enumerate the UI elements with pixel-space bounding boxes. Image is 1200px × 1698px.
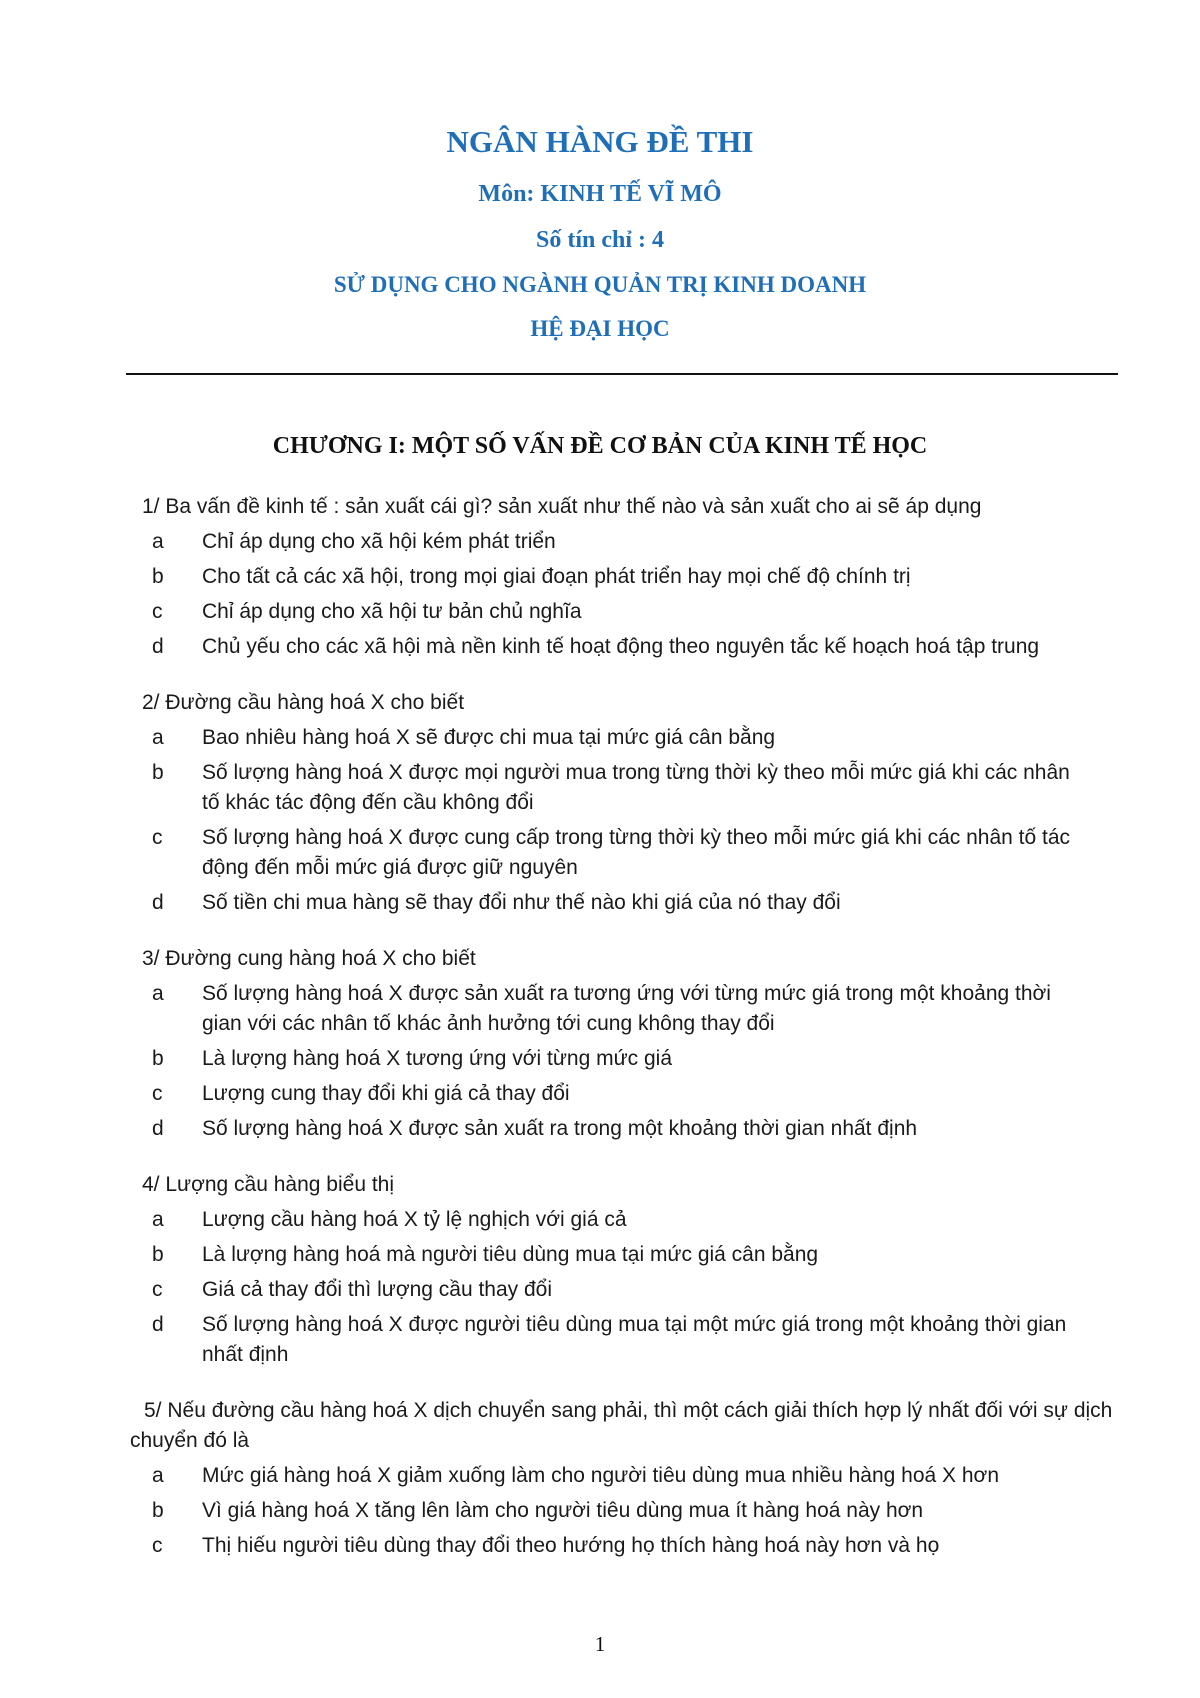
option-text: Giá cả thay đổi thì lượng cầu thay đổi — [202, 1278, 553, 1301]
option-letter: a — [152, 982, 164, 1005]
option-d — [0, 1114, 1200, 1144]
option-a — [0, 527, 1200, 557]
option-text: Chỉ áp dụng cho xã hội tư bản chủ nghĩa — [202, 600, 582, 623]
page-number: 1 — [594, 1632, 606, 1656]
option-text: Chủ yếu cho các xã hội mà nền kinh tế hoạt động theo nguyên tắc kế hoạch hoá tập trung — [202, 635, 1040, 658]
option-letter: b — [152, 1243, 164, 1266]
option-letter: c — [152, 1278, 163, 1301]
option-b — [0, 758, 1200, 818]
option-text: Lượng cung thay đổi khi giá cả thay đổi — [202, 1082, 570, 1105]
option-letter: c — [152, 1534, 163, 1557]
option-letter: a — [152, 1464, 164, 1487]
option-letter: b — [152, 1499, 164, 1522]
option-text: Số lượng hàng hoá X được sản xuất ra tương ứng với từng mức giá trong một khoảng thời gian với các nhân tố khác ảnh hưởng tới cung không thay đổi — [202, 982, 1051, 1035]
option-b — [0, 562, 1200, 592]
option-letter: b — [152, 565, 164, 588]
option-a — [0, 1205, 1200, 1235]
option-letter: c — [152, 1082, 163, 1105]
option-letter: a — [152, 1208, 164, 1231]
option-text: Số lượng hàng hoá X được sản xuất ra trong một khoảng thời gian nhất định — [202, 1117, 918, 1140]
option-d — [0, 632, 1200, 662]
option-text: Mức giá hàng hoá X giảm xuống làm cho người tiêu dùng mua nhiều hàng hoá X hơn — [202, 1464, 1000, 1487]
question-list — [0, 492, 1200, 1561]
question-5 — [0, 1396, 1200, 1561]
question-stem: 2/ Đường cầu hàng hoá X cho biết — [142, 691, 465, 714]
option-c — [0, 823, 1200, 883]
option-a — [0, 979, 1200, 1039]
option-c — [0, 1275, 1200, 1305]
option-c — [0, 597, 1200, 627]
option-letter: d — [152, 635, 164, 658]
option-d — [0, 888, 1200, 918]
option-text: Cho tất cả các xã hội, trong mọi giai đoạn phát triển hay mọi chế độ chính trị — [202, 565, 911, 588]
credits-line: Số tín chỉ : 4 — [535, 227, 664, 253]
option-letter: c — [152, 826, 163, 849]
option-letter: d — [152, 1117, 164, 1140]
option-b — [0, 1496, 1200, 1526]
question-stem: 1/ Ba vấn đề kinh tế : sản xuất cái gì? sản xuất như thế nào và sản xuất cho ai sẽ áp dụng — [142, 495, 982, 518]
option-text: Số lượng hàng hoá X được người tiêu dùng mua tại một mức giá trong một khoảng thời gian nhất định — [202, 1313, 1067, 1366]
question-2 — [0, 688, 1200, 918]
usage-line: SỬ DỤNG CHO NGÀNH QUẢN TRỊ KINH DOANH — [333, 272, 867, 297]
option-c — [0, 1531, 1200, 1561]
option-letter: a — [152, 726, 164, 749]
exam-title: NGÂN HÀNG ĐỀ THI — [446, 124, 754, 159]
option-letter: b — [152, 1047, 164, 1070]
question-4 — [0, 1170, 1200, 1370]
question-stem: 3/ Đường cung hàng hoá X cho biết — [142, 947, 476, 970]
header-divider — [126, 373, 1118, 375]
option-text: Số tiền chi mua hàng sẽ thay đổi như thế nào khi giá của nó thay đổi — [202, 891, 841, 914]
question-stem: 4/ Lượng cầu hàng biểu thị — [142, 1173, 395, 1196]
option-a — [0, 1461, 1200, 1491]
option-text: Là lượng hàng hoá X tương ứng với từng mức giá — [202, 1047, 673, 1070]
option-text: Bao nhiêu hàng hoá X sẽ được chi mua tại mức giá cân bằng — [202, 726, 776, 749]
option-text: Số lượng hàng hoá X được mọi người mua trong từng thời kỳ theo mỗi mức giá khi các nhân tố khác tác động đến cầu không đổi — [202, 761, 1070, 814]
option-text: Số lượng hàng hoá X được cung cấp trong từng thời kỳ theo mỗi mức giá khi các nhân tố tác động đến mỗi mức giá được giữ nguyên — [202, 826, 1071, 879]
option-text: Là lượng hàng hoá mà người tiêu dùng mua tại mức giá cân bằng — [202, 1243, 819, 1266]
question-3 — [0, 944, 1200, 1144]
option-letter: b — [152, 761, 164, 784]
option-a — [0, 723, 1200, 753]
level-line: HỆ ĐẠI HỌC — [530, 316, 670, 341]
option-b — [0, 1240, 1200, 1270]
option-d — [0, 1310, 1200, 1370]
option-text: Thị hiếu người tiêu dùng thay đổi theo hướng họ thích hàng hoá này hơn và họ — [202, 1534, 940, 1557]
question-stem: 5/ Nếu đường cầu hàng hoá X dịch chuyển sang phải, thì một cách giải thích hợp lý nhất đối với sự dịch chuyển đó là — [130, 1399, 1113, 1452]
option-text: Lượng cầu hàng hoá X tỷ lệ nghịch với giá cả — [202, 1208, 627, 1231]
question-1 — [0, 492, 1200, 662]
subject-line: Môn: KINH TẾ VĨ MÔ — [478, 181, 722, 207]
option-c — [0, 1079, 1200, 1109]
option-text: Chỉ áp dụng cho xã hội kém phát triển — [202, 530, 556, 553]
option-letter: c — [152, 600, 163, 623]
option-letter: d — [152, 891, 164, 914]
option-letter: a — [152, 530, 164, 553]
option-letter: d — [152, 1313, 164, 1336]
option-text: Vì giá hàng hoá X tăng lên làm cho người tiêu dùng mua ít hàng hoá này hơn — [202, 1499, 924, 1522]
chapter-title: CHƯƠNG I: MỘT SỐ VẤN ĐỀ CƠ BẢN CỦA KINH TẾ HỌC — [272, 433, 928, 459]
option-b — [0, 1044, 1200, 1074]
